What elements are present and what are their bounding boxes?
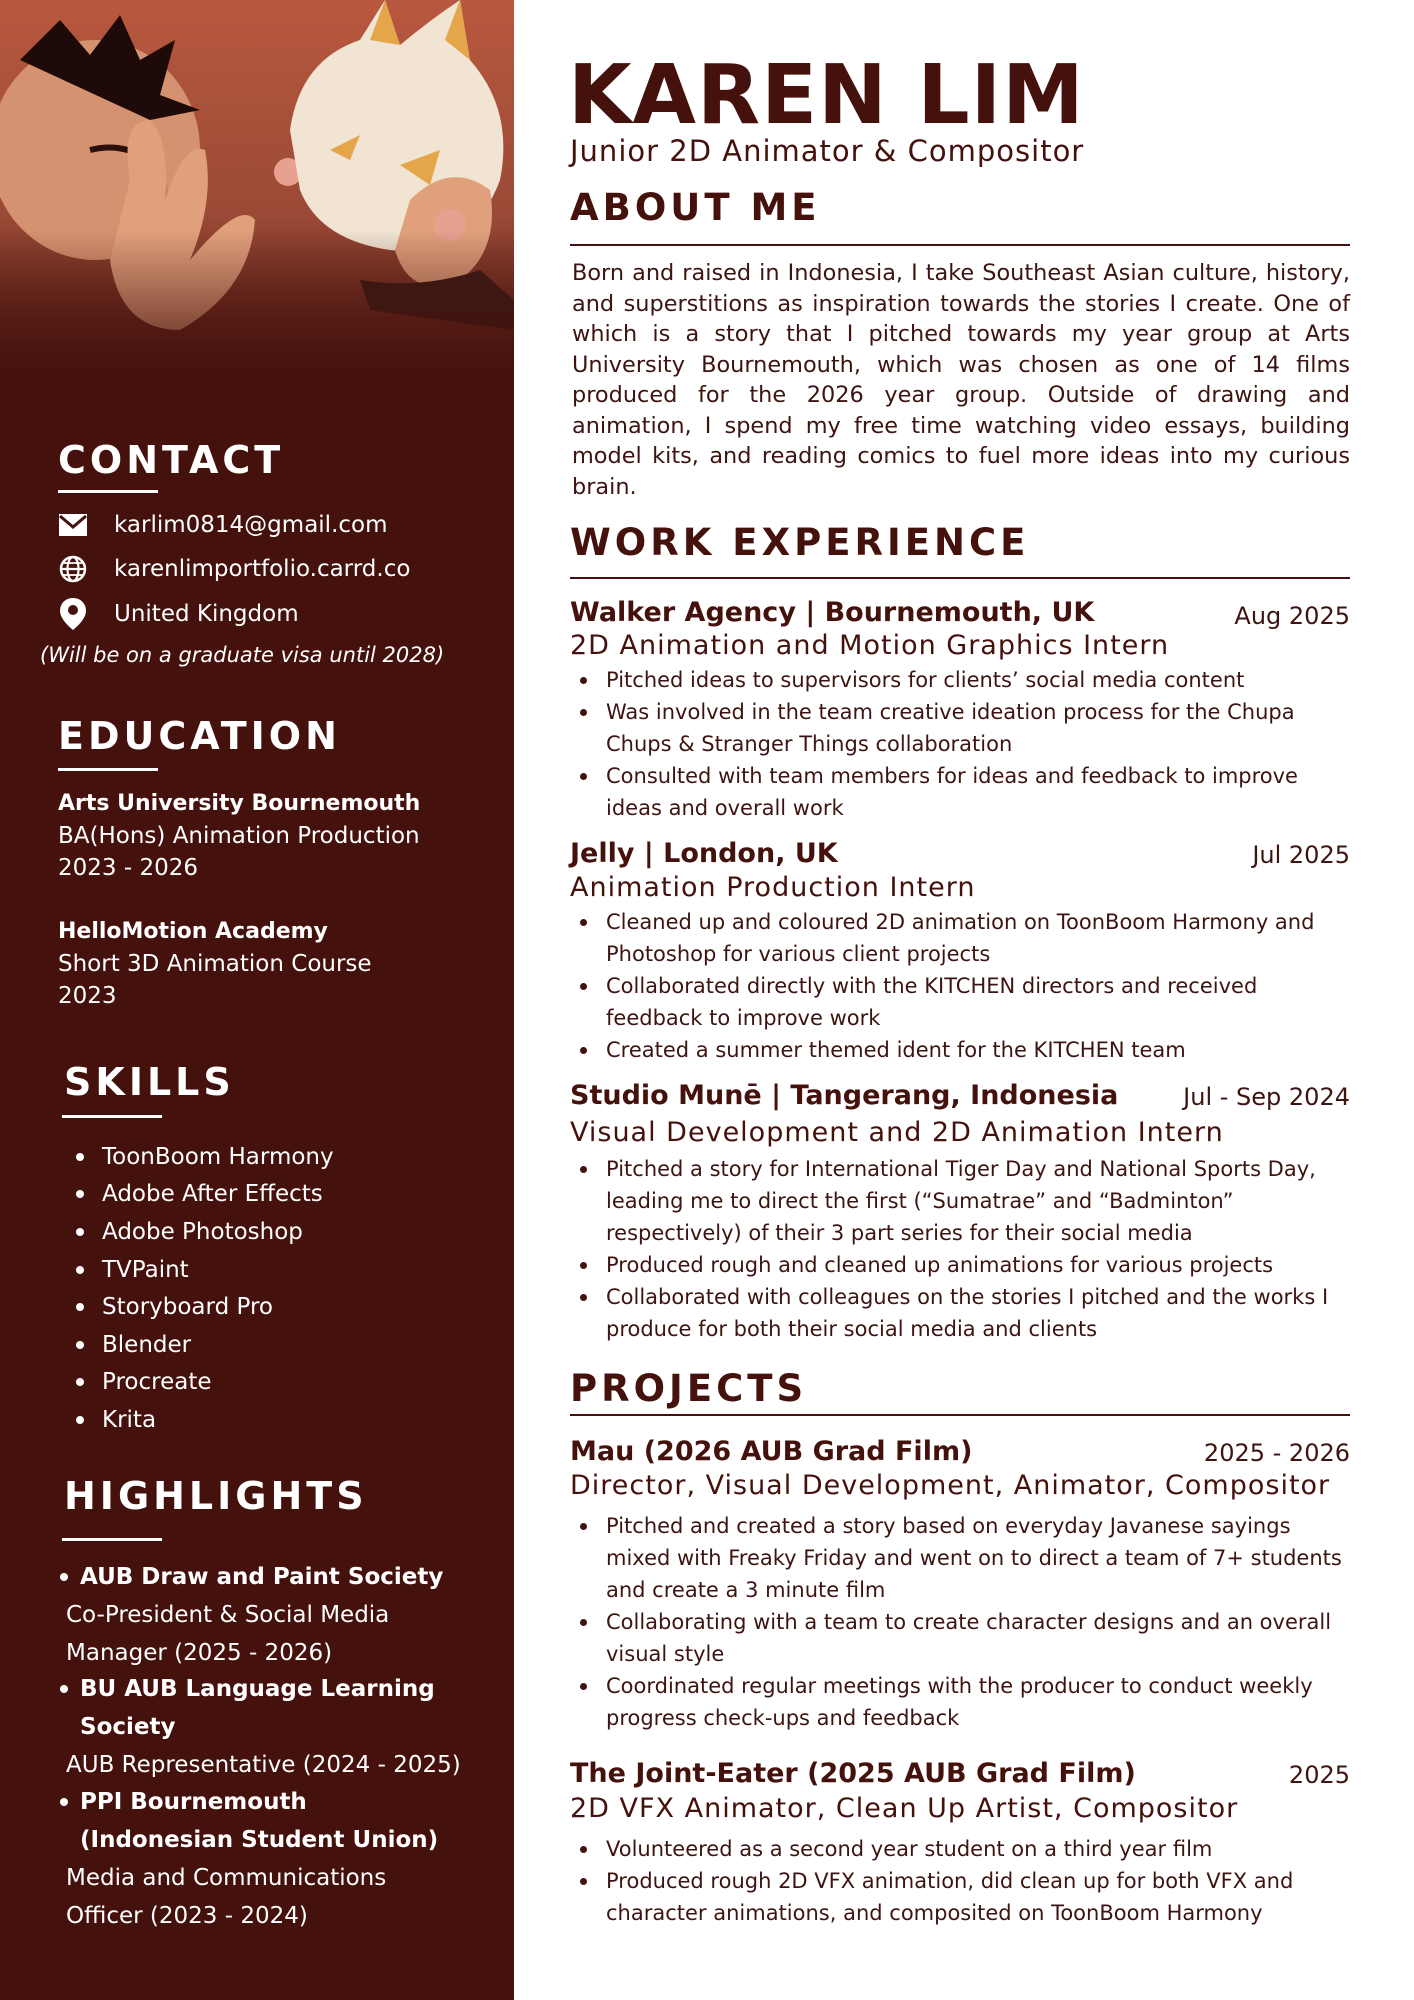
skills-heading: SKILLS	[64, 1060, 235, 1104]
highlight-title	[80, 1783, 438, 1859]
highlight-role-line: Co-President & Social Media	[66, 1602, 390, 1628]
job-date: Jul 2025	[1252, 841, 1350, 869]
sidebar	[0, 0, 514, 2000]
highlight-title	[80, 1670, 435, 1746]
education-heading: EDUCATION	[58, 714, 341, 758]
bullet-dot	[60, 1685, 68, 1693]
project-bullet: Volunteered as a second year student on a third year film	[570, 1833, 1360, 1865]
projects-heading: PROJECTS	[570, 1367, 808, 1410]
location-text: United Kingdom	[114, 601, 299, 627]
job-role: 2D Animation and Motion Graphics Intern	[570, 630, 1170, 661]
job-bullet: Consulted with team members for ideas and feedback to improve ideas and overall work	[570, 760, 1360, 824]
highlight-role	[66, 1859, 386, 1935]
project-bullet: Collaborating with a team to create character designs and an overall visual style	[570, 1606, 1360, 1670]
skill-item: Krita	[76, 1401, 334, 1439]
highlight-role-line: Media and Communications	[66, 1865, 387, 1891]
location-pin-icon	[58, 599, 88, 629]
highlight-role-line: Manager (2025 - 2026)	[66, 1640, 333, 1666]
skill-item: Blender	[76, 1326, 334, 1364]
job-date: Aug 2025	[1234, 602, 1350, 630]
highlight-role-line: Officer (2023 - 2024)	[66, 1903, 308, 1929]
job-bullet: Pitched a story for International Tiger Day and National Sports Day, leading me to direct the first (“Sumatrae” and “Badminton” respectively) of their 3 part series for their social media	[570, 1153, 1360, 1249]
job-date: Jul - Sep 2024	[1183, 1083, 1350, 1111]
skills-list	[76, 1138, 334, 1439]
job-bullet: Created a summer themed ident for the KITCHEN team	[570, 1034, 1360, 1066]
project-date: 2025	[1288, 1761, 1350, 1789]
email-text: karlim0814@gmail.com	[114, 512, 388, 538]
project-date: 2025 - 2026	[1203, 1439, 1350, 1467]
education-divider	[58, 768, 158, 771]
skill-item: Procreate	[76, 1364, 334, 1402]
project-title: Mau (2026 AUB Grad Film)	[570, 1436, 973, 1467]
person-name: KAREN LIM	[568, 48, 1085, 143]
job-bullets	[570, 906, 1360, 1066]
visa-note: (Will be on a graduate visa until 2028)	[40, 643, 445, 667]
highlight-title-line: (Indonesian Student Union)	[80, 1827, 439, 1853]
job-bullets	[570, 664, 1360, 824]
project-bullet: Coordinated regular meetings with the producer to conduct weekly progress check-ups and feedback	[570, 1670, 1360, 1734]
job-bullets	[570, 1153, 1360, 1345]
job-bullet: Was involved in the team creative ideation process for the Chupa Chups & Stranger Things collaboration	[570, 696, 1360, 760]
skill-item: Adobe Photoshop	[76, 1213, 334, 1251]
contact-divider	[58, 490, 158, 493]
about-text: Born and raised in Indonesia, I take Southeast Asian culture, history, and superstitions as inspiration towards the stories I create. One of which is a story that I pitched towards my year group at Arts University Bournemouth, which was chosen as one of 14 films produced for the 2026 year group. Outside of drawing and animation, I spend my free time watching video essays, building model kits, and reading comics to fuel more ideas into my curious brain.	[572, 260, 1350, 500]
job-company: Jelly | London, UK	[570, 838, 838, 869]
website-text: karenlimportfolio.carrd.co	[114, 556, 411, 582]
projects-divider	[570, 1414, 1350, 1416]
project-bullets	[570, 1510, 1360, 1734]
highlight-title-line: AUB Draw and Paint Society	[80, 1564, 444, 1590]
education-course: BA(Hons) Animation Production	[58, 823, 420, 849]
highlight-title-line: BU AUB Language Learning	[80, 1676, 435, 1702]
job-bullet: Collaborated directly with the KITCHEN directors and received feedback to improve work	[570, 970, 1360, 1034]
skills-divider	[62, 1115, 162, 1118]
job-bullet: Pitched ideas to supervisors for clients’ social media content	[570, 664, 1360, 696]
work-divider	[570, 577, 1350, 579]
job-bullet: Produced rough and cleaned up animations for various projects	[570, 1249, 1360, 1281]
education-item	[58, 916, 372, 1012]
highlight-title-line: Society	[80, 1714, 176, 1740]
job-company: Walker Agency | Bournemouth, UK	[570, 597, 1095, 628]
job-bullet: Collaborated with colleagues on the stories I pitched and the works I produce for both their social media and clients	[570, 1281, 1360, 1345]
skill-item: ToonBoom Harmony	[76, 1138, 334, 1176]
highlights-heading: HIGHLIGHTS	[64, 1474, 368, 1518]
education-item	[58, 788, 420, 884]
job-title: Junior 2D Animator & Compositor	[570, 134, 1085, 168]
highlight-role-line: AUB Representative (2024 - 2025)	[66, 1752, 461, 1778]
education-course: Short 3D Animation Course	[58, 951, 372, 977]
education-years: 2023 - 2026	[58, 855, 198, 881]
work-heading: WORK EXPERIENCE	[570, 521, 1030, 564]
skill-item: Storyboard Pro	[76, 1288, 334, 1326]
job-company: Studio Munē | Tangerang, Indonesia	[570, 1080, 1119, 1111]
project-role: 2D VFX Animator, Clean Up Artist, Compositor	[570, 1793, 1239, 1824]
about-divider	[570, 244, 1350, 246]
education-years: 2023	[58, 983, 117, 1009]
project-title: The Joint-Eater (2025 AUB Grad Film)	[570, 1758, 1136, 1789]
project-role: Director, Visual Development, Animator, Compositor	[570, 1470, 1331, 1501]
contact-website[interactable]	[58, 551, 410, 587]
job-bullet: Cleaned up and coloured 2D animation on ToonBoom Harmony and Photoshop for various client projects	[570, 906, 1360, 970]
education-school: HelloMotion Academy	[58, 919, 328, 944]
project-bullets	[570, 1833, 1360, 1929]
job-role: Visual Development and 2D Animation Intern	[570, 1117, 1224, 1148]
highlight-title-line: PPI Bournemouth	[80, 1789, 307, 1815]
skill-item: TVPaint	[76, 1251, 334, 1289]
envelope-icon	[58, 510, 88, 540]
highlights-divider	[62, 1538, 162, 1541]
globe-icon	[58, 554, 88, 584]
bullet-dot	[60, 1573, 68, 1581]
contact-location	[58, 596, 299, 632]
skill-item: Adobe After Effects	[76, 1176, 334, 1214]
highlight-role	[66, 1596, 389, 1672]
about-heading: ABOUT ME	[570, 186, 821, 229]
education-school: Arts University Bournemouth	[58, 791, 421, 816]
project-bullet: Pitched and created a story based on everyday Javanese sayings mixed with Freaky Friday and went on to direct a team of 7+ students and create a 3 minute film	[570, 1510, 1360, 1606]
project-bullet: Produced rough 2D VFX animation, did clean up for both VFX and character animations, and composited on ToonBoom Harmony	[570, 1865, 1360, 1929]
contact-email[interactable]	[58, 507, 388, 543]
bullet-dot	[60, 1798, 68, 1806]
highlight-role	[66, 1746, 461, 1784]
hero-illustration	[0, 0, 514, 392]
contact-heading: CONTACT	[58, 438, 285, 482]
highlight-title	[80, 1558, 443, 1596]
job-role: Animation Production Intern	[570, 872, 976, 903]
